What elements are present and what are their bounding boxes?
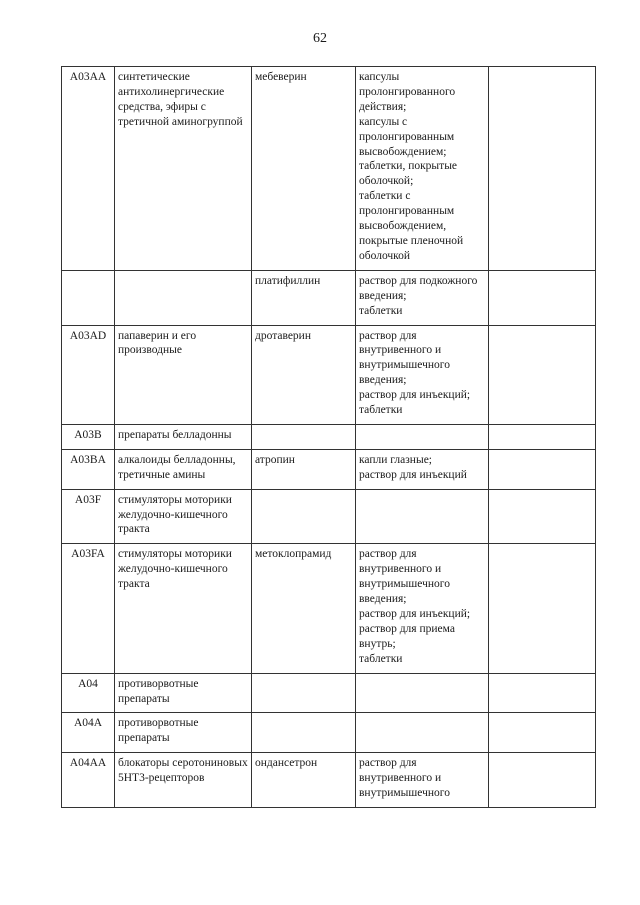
drug-cell: дротаверин [252, 325, 356, 424]
dosage-form-cell: капсулы пролонгированного действия; капсулы с пролонгированным высвобождением; таблетки, покрытые оболочкой; таблетки с пролонгированным высвобождением, покрытые пленочной оболочкой [356, 67, 489, 271]
drug-cell: мебеверин [252, 67, 356, 271]
drug-cell [252, 424, 356, 449]
extra-cell [489, 449, 596, 489]
drug-cell: ондансетрон [252, 753, 356, 808]
table-row [62, 325, 596, 424]
drug-cell [252, 713, 356, 753]
group-cell: стимуляторы моторики желудочно-кишечного тракта [115, 544, 252, 673]
dosage-form-cell: раствор для подкожного введения; таблетки [356, 270, 489, 325]
table-row [62, 270, 596, 325]
table-row [62, 713, 596, 753]
table-row [62, 544, 596, 673]
extra-cell [489, 713, 596, 753]
group-cell: противорвотные препараты [115, 673, 252, 713]
atc-code-cell: A03FA [62, 544, 115, 673]
drug-cell: метоклопрамид [252, 544, 356, 673]
dosage-form-cell [356, 424, 489, 449]
drug-cell: платифиллин [252, 270, 356, 325]
drug-table [61, 66, 596, 808]
atc-code-cell: A04 [62, 673, 115, 713]
dosage-form-cell [356, 673, 489, 713]
drug-cell: атропин [252, 449, 356, 489]
table-row [62, 489, 596, 544]
group-cell [115, 270, 252, 325]
atc-code-cell: A03B [62, 424, 115, 449]
group-cell: противорвотные препараты [115, 713, 252, 753]
dosage-form-cell [356, 713, 489, 753]
extra-cell [489, 673, 596, 713]
atc-code-cell: A03AA [62, 67, 115, 271]
drug-cell [252, 673, 356, 713]
page-number: 62 [313, 31, 327, 46]
atc-code-cell: A04AA [62, 753, 115, 808]
table-row [62, 753, 596, 808]
atc-code-cell: A03AD [62, 325, 115, 424]
table-row [62, 449, 596, 489]
atc-code-cell: A03BA [62, 449, 115, 489]
table-row [62, 424, 596, 449]
extra-cell [489, 270, 596, 325]
extra-cell [489, 325, 596, 424]
dosage-form-cell: раствор для внутривенного и внутримышечного введения; раствор для инъекций; раствор для приема внутрь; таблетки [356, 544, 489, 673]
group-cell: блокаторы серотониновых 5HT3-рецепторов [115, 753, 252, 808]
group-cell: стимуляторы моторики желудочно-кишечного тракта [115, 489, 252, 544]
extra-cell [489, 67, 596, 271]
dosage-form-cell: раствор для внутривенного и внутримышечного введения; раствор для инъекций; таблетки [356, 325, 489, 424]
dosage-form-cell: раствор для внутривенного и внутримышечного [356, 753, 489, 808]
extra-cell [489, 424, 596, 449]
table-row [62, 67, 596, 271]
extra-cell [489, 489, 596, 544]
group-cell: алкалоиды белладонны, третичные амины [115, 449, 252, 489]
atc-code-cell: A04A [62, 713, 115, 753]
extra-cell [489, 753, 596, 808]
group-cell: папаверин и его производные [115, 325, 252, 424]
group-cell: препараты белладонны [115, 424, 252, 449]
drug-cell [252, 489, 356, 544]
group-cell: синтетические антихолинергические средства, эфиры с третичной аминогруппой [115, 67, 252, 271]
dosage-form-cell [356, 489, 489, 544]
table-row [62, 673, 596, 713]
extra-cell [489, 544, 596, 673]
atc-code-cell [62, 270, 115, 325]
atc-code-cell: A03F [62, 489, 115, 544]
dosage-form-cell: капли глазные; раствор для инъекций [356, 449, 489, 489]
